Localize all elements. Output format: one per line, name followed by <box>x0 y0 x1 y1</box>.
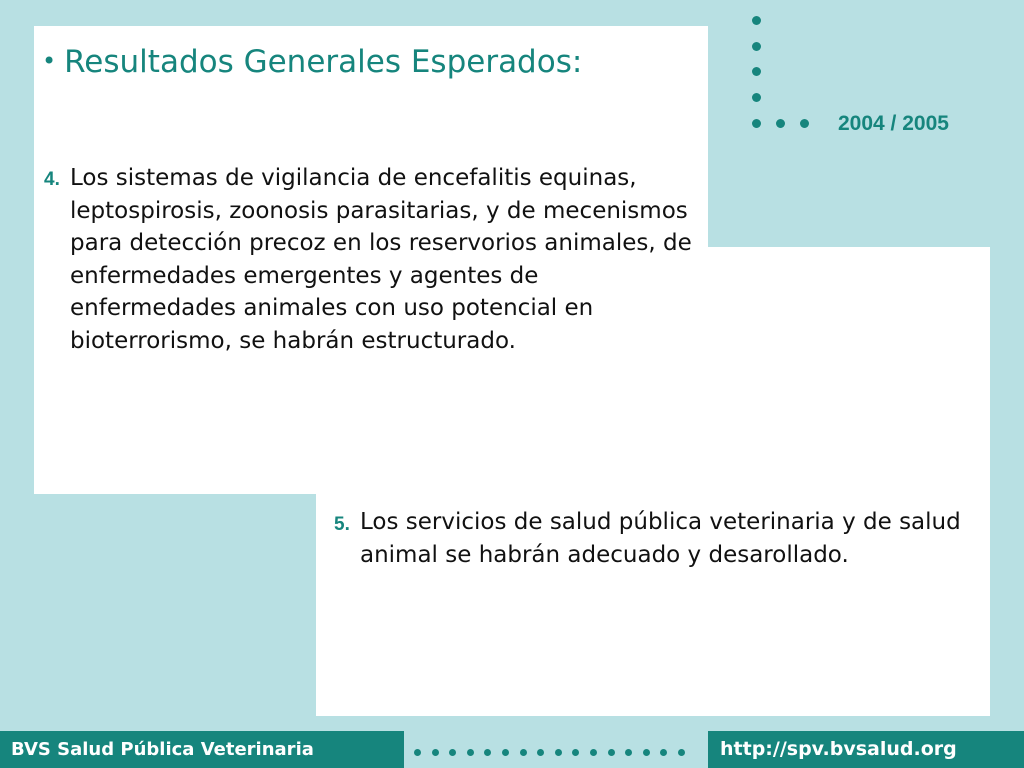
result-item-text: Los servicios de salud pública veterinaria y de salud animal se habrán adecuado y desarollado. <box>360 509 961 568</box>
dot-icon <box>752 67 761 76</box>
dot-icon <box>752 119 761 128</box>
dot-icon <box>660 749 667 756</box>
dot-icon <box>572 749 579 756</box>
slide-title-text: Resultados Generales Esperados: <box>64 44 583 80</box>
dot-icon <box>414 749 421 756</box>
year-label: 2004 / 2005 <box>838 112 949 135</box>
dot-icon <box>590 749 597 756</box>
dot-icon <box>537 749 544 756</box>
dot-icon <box>502 749 509 756</box>
dot-icon <box>467 749 474 756</box>
result-item-text: Los sistemas de vigilancia de encefalitis equinas, leptospirosis, zoonosis parasitarias, y de mecenismos para detección precoz en los reservorios animales, de enfermedades emergentes y agentes de enfermedades animales con uso potencial en bioterrorismo, se habrán estructurado. <box>70 165 692 354</box>
dot-icon <box>625 749 632 756</box>
dot-icon <box>643 749 650 756</box>
title-bullet-icon: • <box>42 47 57 75</box>
dot-icon <box>520 749 527 756</box>
dot-icon <box>432 749 439 756</box>
footer-dots <box>410 749 700 759</box>
result-item-number: 4. <box>44 169 60 190</box>
dot-icon <box>678 749 685 756</box>
dot-icon <box>776 119 785 128</box>
dot-icon <box>484 749 491 756</box>
dot-icon <box>752 16 761 25</box>
footer-url-link[interactable]: http://spv.bvsalud.org <box>708 731 1024 768</box>
footer-bar <box>0 731 1024 768</box>
dot-icon <box>800 119 809 128</box>
footer-site-name: BVS Salud Pública Veterinaria <box>0 731 404 768</box>
dot-icon <box>752 42 761 51</box>
dot-icon <box>752 93 761 102</box>
slide-title <box>42 44 582 80</box>
result-item-number: 5. <box>334 514 350 535</box>
dot-icon <box>555 749 562 756</box>
dot-icon <box>608 749 615 756</box>
dot-icon <box>449 749 456 756</box>
